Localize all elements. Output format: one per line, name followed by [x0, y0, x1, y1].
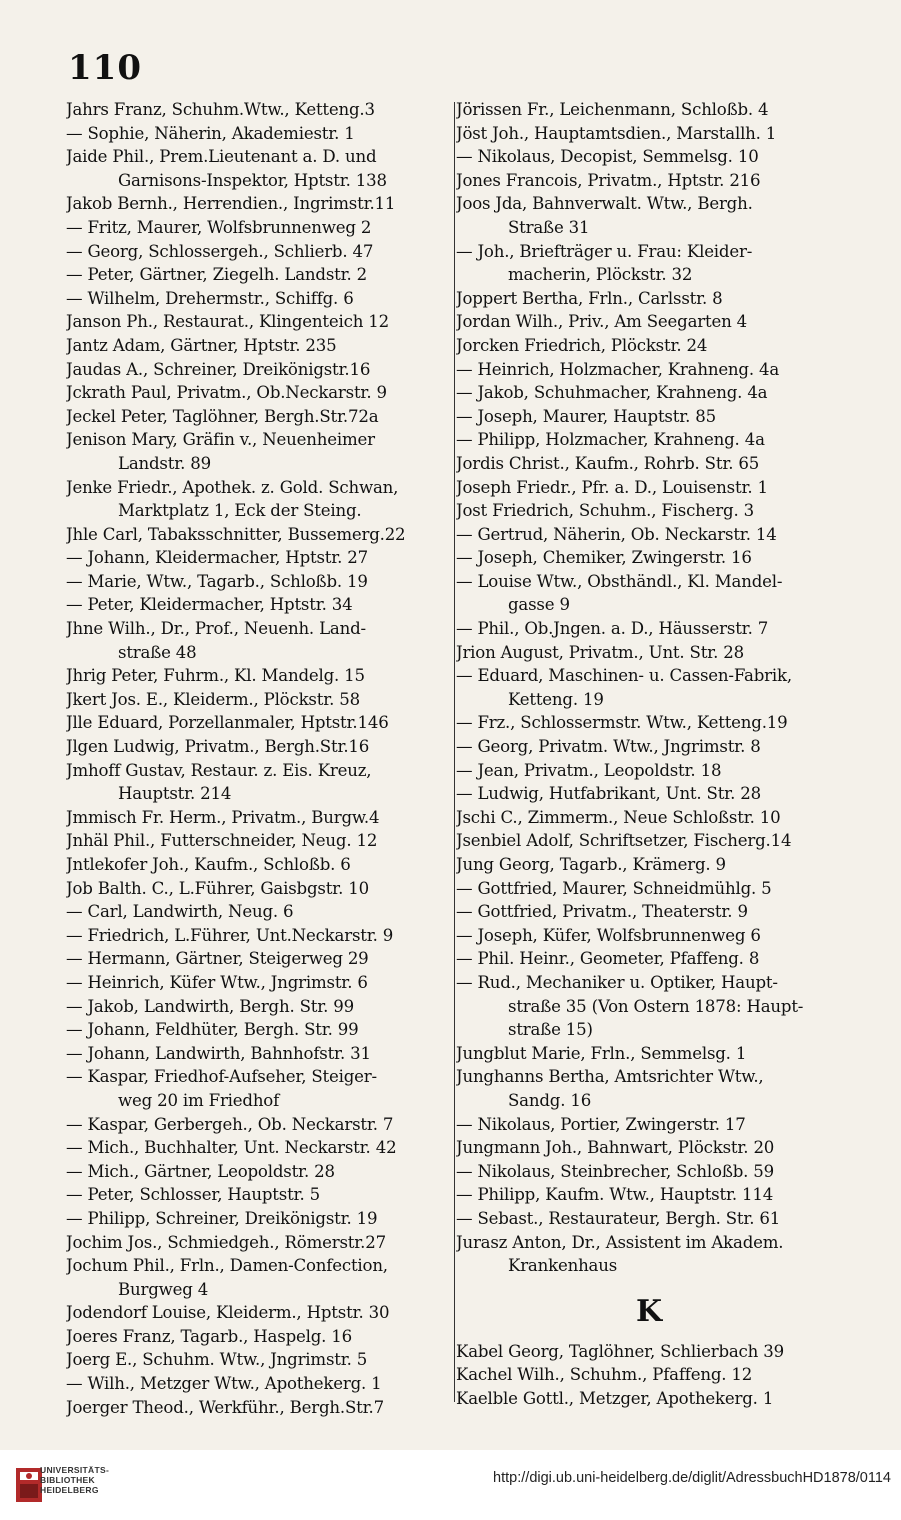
directory-entry-line: Janson Ph., Restaurat., Klingenteich 12: [66, 312, 389, 332]
directory-entry-line: Joerger Theod., Werkführ., Bergh.Str.7: [66, 1397, 384, 1417]
directory-entry-line: — Sophie, Näherin, Akademiestr. 1: [66, 123, 355, 143]
directory-entry-line: — Jakob, Landwirth, Bergh. Str. 99: [66, 996, 355, 1016]
directory-entry-line: — Fritz, Maurer, Wolfsbrunnenweg 2: [66, 217, 372, 237]
directory-entry-line: Jungmann Joh., Bahnwart, Plöckstr. 20: [456, 1138, 775, 1158]
directory-entry-line: Jahrs Franz, Schuhm.Wtw., Ketteng.3: [66, 100, 375, 119]
directory-entry-line: Kabel Georg, Taglöhner, Schlierbach 39: [456, 1341, 784, 1361]
directory-entry-line: Landstr. 89: [118, 453, 211, 473]
column-divider: [454, 102, 455, 1402]
directory-entry-line: Jochum Phil., Frln., Damen-Confection,: [66, 1256, 388, 1276]
directory-entry-line: Jlle Eduard, Porzellanmaler, Hptstr.146: [66, 713, 389, 733]
directory-entry-line: Job Balth. C., L.Führer, Gaisbgstr. 10: [66, 878, 369, 898]
directory-entry-line: macherin, Plöckstr. 32: [508, 265, 693, 285]
directory-entry-line: — Johann, Kleidermacher, Hptstr. 27: [66, 548, 369, 568]
directory-entry-line: — Georg, Schlossergeh., Schlierb. 47: [66, 241, 374, 261]
directory-entry-line: — Heinrich, Holzmacher, Krahneng. 4a: [456, 359, 780, 379]
directory-entry-line: — Phil. Heinr., Geometer, Pfaffeng. 8: [456, 949, 760, 969]
directory-entry-line: — Nikolaus, Decopist, Semmelsg. 10: [456, 147, 759, 167]
directory-entry-line: — Sebast., Restaurateur, Bergh. Str. 61: [456, 1208, 781, 1228]
logo-line-3: HEIDELBERG: [40, 1485, 99, 1495]
directory-entry-line: — Gertrud, Näherin, Ob. Neckarstr. 14: [456, 524, 777, 544]
directory-entry-line: Jurasz Anton, Dr., Assistent im Akadem.: [456, 1232, 784, 1252]
directory-entry-line: Jorcken Friedrich, Plöckstr. 24: [456, 335, 708, 355]
directory-entry-line: Jörissen Fr., Leichenmann, Schloßb. 4: [456, 100, 769, 119]
directory-entry-line: Jhne Wilh., Dr., Prof., Neuenh. Land-: [66, 619, 366, 639]
directory-entry-line: — Gottfried, Privatm., Theaterstr. 9: [456, 902, 748, 922]
directory-entry-line: — Ludwig, Hutfabrikant, Unt. Str. 28: [456, 784, 761, 804]
directory-entry-line: — Johann, Feldhüter, Bergh. Str. 99: [66, 1020, 359, 1040]
directory-entry-line: — Joseph, Chemiker, Zwingerstr. 16: [456, 548, 752, 568]
directory-entry-line: Junghanns Bertha, Amtsrichter Wtw.,: [456, 1067, 764, 1087]
directory-entry-line: straße 15): [508, 1020, 593, 1040]
right-column-k-entries: [456, 1340, 842, 1411]
directory-entry-line: Joppert Bertha, Frln., Carlsstr. 8: [456, 288, 723, 308]
directory-entry-line: Jaudas A., Schreiner, Dreikönigstr.16: [66, 359, 371, 379]
source-url-link[interactable]: http://digi.ub.uni-heidelberg.de/diglit/AdressbuchHD1878/0114: [493, 1470, 891, 1486]
directory-entry-line: — Marie, Wtw., Tagarb., Schloßb. 19: [66, 571, 368, 591]
directory-entry-line: Joseph Friedr., Pfr. a. D., Louisenstr. 1: [456, 477, 768, 497]
directory-entry-line: — Peter, Gärtner, Ziegelh. Landstr. 2: [66, 265, 368, 285]
directory-entry-line: Ketteng. 19: [508, 689, 604, 709]
directory-entry-line: Jakob Bernh., Herrendien., Ingrimstr.11: [66, 194, 396, 214]
directory-entry-line: — Peter, Schlosser, Hauptstr. 5: [66, 1185, 320, 1205]
logo-line-1: UNIVERSITÄTS-: [40, 1465, 110, 1475]
directory-entry-line: Jöst Joh., Hauptamtsdien., Marstallh. 1: [456, 123, 777, 143]
directory-entry-line: Garnisons-Inspektor, Hptstr. 138: [118, 170, 387, 190]
directory-entry-line: — Wilh., Metzger Wtw., Apothekerg. 1: [66, 1374, 382, 1394]
directory-entry-line: — Philipp, Holzmacher, Krahneng. 4a: [456, 430, 765, 450]
directory-entry-line: Jantz Adam, Gärtner, Hptstr. 235: [66, 335, 337, 355]
directory-entry-line: Joeres Franz, Tagarb., Haspelg. 16: [66, 1326, 353, 1346]
right-column-j-entries: [456, 98, 842, 1278]
directory-entry-line: Jlgen Ludwig, Privatm., Bergh.Str.16: [66, 737, 370, 757]
directory-entry-line: Marktplatz 1, Eck der Steing.: [118, 501, 362, 521]
directory-entry-line: Jodendorf Louise, Kleiderm., Hptstr. 30: [66, 1303, 390, 1323]
directory-entry-line: — Mich., Gärtner, Leopoldstr. 28: [66, 1161, 335, 1181]
directory-entry-line: Jaide Phil., Prem.Lieutenant a. D. und: [66, 147, 377, 167]
directory-entry-line: Jordis Christ., Kaufm., Rohrb. Str. 65: [456, 453, 760, 473]
directory-entry-line: — Joh., Briefträger u. Frau: Kleider-: [456, 241, 753, 261]
directory-entry-line: — Carl, Landwirth, Neug. 6: [66, 902, 294, 922]
directory-entry-line: — Phil., Ob.Jngen. a. D., Häusserstr. 7: [456, 619, 769, 639]
directory-entry-line: — Peter, Kleidermacher, Hptstr. 34: [66, 595, 353, 615]
footer: [0, 1450, 901, 1520]
directory-entry-line: Joos Jda, Bahnverwalt. Wtw., Bergh.: [456, 194, 753, 214]
directory-entry-line: — Johann, Landwirth, Bahnhofstr. 31: [66, 1043, 371, 1063]
directory-entry-line: Jost Friedrich, Schuhm., Fischerg. 3: [456, 501, 754, 521]
directory-entry-line: Jhle Carl, Tabaksschnitter, Bussemerg.22: [66, 524, 406, 544]
directory-entry-line: — Eduard, Maschinen- u. Cassen-Fabrik,: [456, 666, 792, 686]
directory-entry-line: — Georg, Privatm. Wtw., Jngrimstr. 8: [456, 737, 761, 757]
directory-entry-line: — Wilhelm, Drehermstr., Schiffg. 6: [66, 288, 354, 308]
directory-entry-line: gasse 9: [508, 595, 570, 615]
directory-entry-line: Jung Georg, Tagarb., Krämerg. 9: [456, 855, 726, 874]
directory-entry-line: Kachel Wilh., Schuhm., Pfaffeng. 12: [456, 1365, 753, 1385]
directory-entry-line: straße 48: [118, 642, 197, 662]
directory-entry-line: — Nikolaus, Portier, Zwingerstr. 17: [456, 1114, 746, 1134]
directory-entry-line: — Nikolaus, Steinbrecher, Schloßb. 59: [456, 1161, 774, 1181]
directory-entry-line: Jnhäl Phil., Futterschneider, Neug. 12: [66, 831, 378, 851]
directory-entry-line: Joerg E., Schuhm. Wtw., Jngrimstr. 5: [66, 1350, 368, 1370]
page-number: 110: [68, 48, 142, 88]
directory-entry-line: — Louise Wtw., Obsthändl., Kl. Mandel-: [456, 571, 783, 591]
library-logo-text: [40, 1465, 109, 1495]
directory-entry-line: Jones Francois, Privatm., Hptstr. 216: [456, 170, 761, 190]
directory-entry-line: Hauptstr. 214: [118, 784, 232, 804]
directory-entry-line: Jsenbiel Adolf, Schriftsetzer, Fischerg.14: [456, 831, 792, 851]
directory-entry-line: — Philipp, Schreiner, Dreikönigstr. 19: [66, 1208, 378, 1228]
directory-entry-line: Jckrath Paul, Privatm., Ob.Neckarstr. 9: [66, 383, 387, 403]
directory-entry-line: Jschi C., Zimmerm., Neue Schloßstr. 10: [456, 807, 781, 827]
directory-entry-line: Jeckel Peter, Taglöhner, Bergh.Str.72a: [66, 406, 379, 426]
directory-entry-line: — Kaspar, Gerbergeh., Ob. Neckarstr. 7: [66, 1114, 394, 1134]
directory-entry-line: Jochim Jos., Schmiedgeh., Römerstr.27: [66, 1232, 386, 1252]
directory-entry-line: — Jean, Privatm., Leopoldstr. 18: [456, 760, 722, 780]
directory-entry-line: Jmhoff Gustav, Restaur. z. Eis. Kreuz,: [66, 760, 372, 780]
directory-entry-line: — Philipp, Kaufm. Wtw., Hauptstr. 114: [456, 1185, 774, 1205]
directory-entry-line: — Mich., Buchhalter, Unt. Neckarstr. 42: [66, 1138, 397, 1158]
directory-entry-line: Kaelble Gottl., Metzger, Apothekerg. 1: [456, 1388, 774, 1408]
directory-entry-line: — Gottfried, Maurer, Schneidmühlg. 5: [456, 878, 772, 898]
directory-entry-line: — Rud., Mechaniker u. Optiker, Haupt-: [456, 972, 778, 992]
directory-entry-line: Jntlekofer Joh., Kaufm., Schloßb. 6: [66, 855, 351, 874]
directory-entry-line: — Jakob, Schuhmacher, Krahneng. 4a: [456, 383, 768, 403]
directory-entry-line: Sandg. 16: [508, 1090, 592, 1110]
directory-entry-line: Jrion August, Privatm., Unt. Str. 28: [456, 642, 744, 662]
directory-entry-line: Burgweg 4: [118, 1279, 209, 1299]
right-column: [456, 98, 842, 1410]
directory-entry-line: Jmmisch Fr. Herm., Privatm., Burgw.4: [66, 807, 380, 827]
directory-entry-line: — Friedrich, L.Führer, Unt.Neckarstr. 9: [66, 925, 394, 945]
directory-entry-line: Jenison Mary, Gräfin v., Neuenheimer: [66, 430, 375, 450]
left-column: [66, 98, 454, 1419]
directory-entry-line: Jhrig Peter, Fuhrm., Kl. Mandelg. 15: [66, 666, 365, 686]
directory-entry-line: Jenke Friedr., Apothek. z. Gold. Schwan,: [66, 477, 399, 497]
directory-entry-line: Jungblut Marie, Frln., Semmelsg. 1: [456, 1043, 747, 1063]
directory-entry-line: — Joseph, Maurer, Hauptstr. 85: [456, 406, 716, 426]
directory-entry-line: — Frz., Schlossermstr. Wtw., Ketteng.19: [456, 713, 788, 733]
directory-entry-line: Jkert Jos. E., Kleiderm., Plöckstr. 58: [66, 689, 360, 709]
directory-entry-line: — Joseph, Küfer, Wolfsbrunnenweg 6: [456, 925, 761, 945]
directory-entry-line: weg 20 im Friedhof: [118, 1090, 280, 1110]
directory-entry-line: — Kaspar, Friedhof-Aufseher, Steiger-: [66, 1067, 377, 1087]
directory-entry-line: Krankenhaus: [508, 1256, 618, 1276]
logo-line-2: BIBLIOTHEK: [40, 1475, 95, 1485]
directory-entry-line: straße 35 (Von Ostern 1878: Haupt-: [508, 996, 804, 1016]
section-letter-k: K: [635, 1293, 663, 1329]
directory-entry-line: Straße 31: [508, 217, 590, 237]
directory-entry-line: — Hermann, Gärtner, Steigerweg 29: [66, 949, 369, 969]
directory-entry-line: — Heinrich, Küfer Wtw., Jngrimstr. 6: [66, 972, 368, 992]
directory-entry-line: Jordan Wilh., Priv., Am Seegarten 4: [456, 312, 748, 332]
